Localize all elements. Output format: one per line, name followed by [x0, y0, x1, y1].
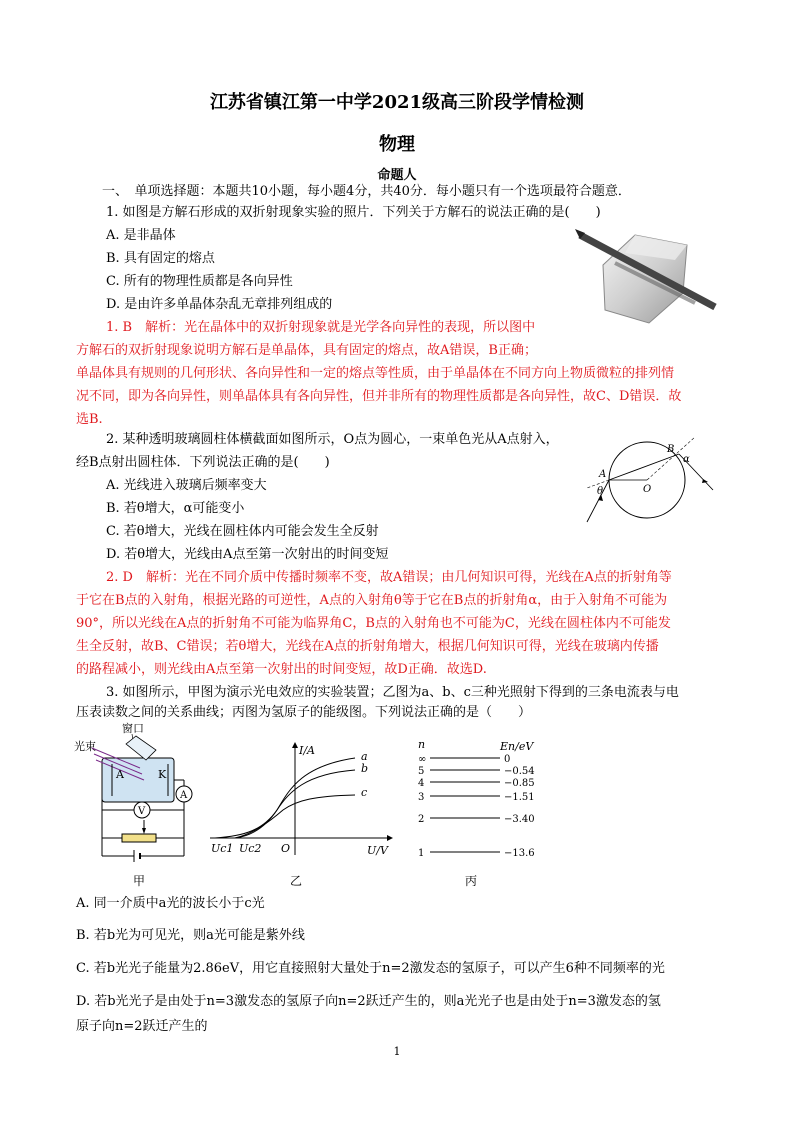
- beam-label: 光束: [74, 740, 96, 753]
- q2-answer-line: 的路程减小，则光线由A点至第一次射出的时间变短，故D正确．故选D.: [76, 662, 487, 677]
- level-energy-label: −0.54: [504, 766, 535, 777]
- window-label: 窗口: [122, 722, 144, 735]
- page-number: 1: [393, 1045, 401, 1058]
- level-n-label: 1: [418, 848, 425, 859]
- q1-option-c: C. 所有的物理性质都是各向异性: [106, 274, 293, 289]
- level-n-label: 5: [418, 766, 425, 777]
- level-energy-label: −0.85: [504, 778, 535, 789]
- calcite-photo: [575, 215, 720, 330]
- fig-yi-caption: 乙: [290, 874, 303, 888]
- energy-level-diagram: [412, 738, 542, 862]
- glass-cylinder-diagram: [585, 432, 715, 527]
- anode-label: A: [116, 768, 124, 781]
- q3-stem-line: 3. 如图所示，甲图为演示光电效应的实验装置；乙图为a、b、c三种光照射下得到的三条电流表与电: [106, 685, 679, 700]
- q2-answer-line: 生全反射，故B、C错误；若θ增大，光线在A点的折射角增大，根据几何知识可得，光线在玻璃内传播: [76, 639, 659, 654]
- q2-answer-line: 90°，所以光线在A点的折射角不可能为临界角C，B点的入射角也不可能为C，光线在圆柱体内不可能发: [76, 616, 671, 631]
- y-axis-label: I/A: [299, 744, 315, 757]
- energy-axis-label: En/eV: [500, 740, 534, 753]
- point-b-label: B: [667, 444, 675, 455]
- curve-a-label: a: [361, 750, 368, 763]
- author-line: 命题人: [377, 168, 417, 183]
- curve-c-label: c: [361, 786, 368, 799]
- q1-answer-line: 单晶体具有规则的几何形状、各向异性和一定的熔点等性质，由于单晶体在不同方向上物质微粒的排列情: [76, 366, 675, 381]
- curve-b-label: b: [361, 762, 369, 775]
- q2-option-a: A. 光线进入玻璃后频率变大: [106, 478, 267, 493]
- q2-stem-line: 2. 某种透明玻璃圆柱体横截面如图所示，O点为圆心，一束单色光从A点射入，: [106, 432, 559, 447]
- q1-answer-line: 方解石的双折射现象说明方解石是单晶体，具有固定的熔点，故A错误，B正确；: [76, 343, 537, 358]
- q3-option-b: B. 若b光为可见光，则a光可能是紫外线: [76, 928, 305, 943]
- exam-title: 江苏省镇江第一中学2021级高三阶段学情检测: [209, 92, 585, 113]
- cathode-label: K: [158, 768, 167, 781]
- ammeter-label: A: [180, 790, 188, 801]
- q1-option-b: B. 具有固定的熔点: [106, 251, 215, 266]
- q3-option-a: A. 同一介质中a光的波长小于c光: [76, 896, 265, 911]
- q1-stem: 1. 如图是方解石形成的双折射现象实验的照片．下列关于方解石的说法正确的是( ): [106, 205, 601, 220]
- n-axis-label: n: [418, 738, 426, 751]
- photoelectric-apparatus: [72, 720, 202, 870]
- q2-answer-line: 2. D 解析：光在不同介质中传播时频率不变，故A错误；由几何知识可得，光线在A点的折射角等: [106, 570, 672, 585]
- level-energy-label: 0: [504, 754, 511, 765]
- q1-answer-line: 1. B 解析：光在晶体中的双折射现象就是光学各向异性的表现，所以图中: [106, 320, 536, 335]
- q3-stem-line: 压表读数之间的关系曲线；丙图为氢原子的能级图。下列说法正确的是（ ）: [76, 705, 532, 720]
- iv-curve-graph: [205, 740, 395, 860]
- level-n-label: ∞: [418, 754, 427, 765]
- voltmeter-label: V: [138, 806, 146, 817]
- q2-stem-line: 经B点射出圆柱体．下列说法正确的是( ): [76, 455, 330, 470]
- section-heading: 一、 单项选择题：本题共10小题，每小题4分，共40分．每小题只有一个选项最符合题意．: [102, 184, 631, 199]
- q2-option-b: B. 若θ增大，α可能变小: [106, 501, 245, 516]
- q1-answer-line: 选B.: [76, 412, 103, 427]
- level-energy-label: −1.51: [504, 792, 535, 803]
- fig-jia-caption: 甲: [133, 874, 146, 888]
- level-energy-label: −3.40: [504, 814, 535, 825]
- fig-bing-caption: 丙: [465, 874, 478, 888]
- subject-title: 物理: [379, 134, 415, 155]
- uc2-label: Uc2: [239, 842, 262, 855]
- x-axis-label: U/V: [367, 844, 388, 857]
- q2-answer-line: 于它在B点的入射角，根据光路的可逆性，A点的入射角θ等于它在B点的折射角α，由于入射角不可能为: [76, 593, 668, 608]
- level-n-label: 4: [418, 778, 425, 789]
- q3-option-c: C. 若b光光子能量为2.86eV，用它直接照射大量处于n=2激发态的氢原子，可以产生6种不同频率的光: [76, 961, 665, 976]
- point-a-label: A: [599, 469, 607, 480]
- theta-label: θ: [597, 486, 604, 497]
- q1-option-a: A. 是非晶体: [106, 228, 176, 243]
- q2-option-d: D. 若θ增大，光线由A点至第一次射出的时间变短: [106, 547, 389, 562]
- center-o-label: O: [643, 484, 652, 495]
- level-n-label: 3: [418, 792, 425, 803]
- q1-option-d: D. 是由许多单晶体杂乱无章排列组成的: [106, 297, 333, 312]
- q1-answer-line: 况不同，即为各向异性，则单晶体具有各向异性，但并非所有的物理性质都是各向异性，故C、D错误．故: [76, 389, 682, 404]
- q3-option-d: D. 若b光光子是由处于n=3激发态的氢原子向n=2跃迁产生的，则a光光子也是由处于n=3激发态的氢: [76, 994, 661, 1009]
- q3-option-d-cont: 原子向n=2跃迁产生的: [76, 1019, 208, 1034]
- level-n-label: 2: [418, 814, 425, 825]
- origin-label: O: [281, 842, 291, 855]
- q2-option-c: C. 若θ增大，光线在圆柱体内可能会发生全反射: [106, 524, 379, 539]
- level-energy-label: −13.6: [504, 848, 535, 859]
- uc1-label: Uc1: [211, 842, 234, 855]
- alpha-label: α: [683, 454, 690, 465]
